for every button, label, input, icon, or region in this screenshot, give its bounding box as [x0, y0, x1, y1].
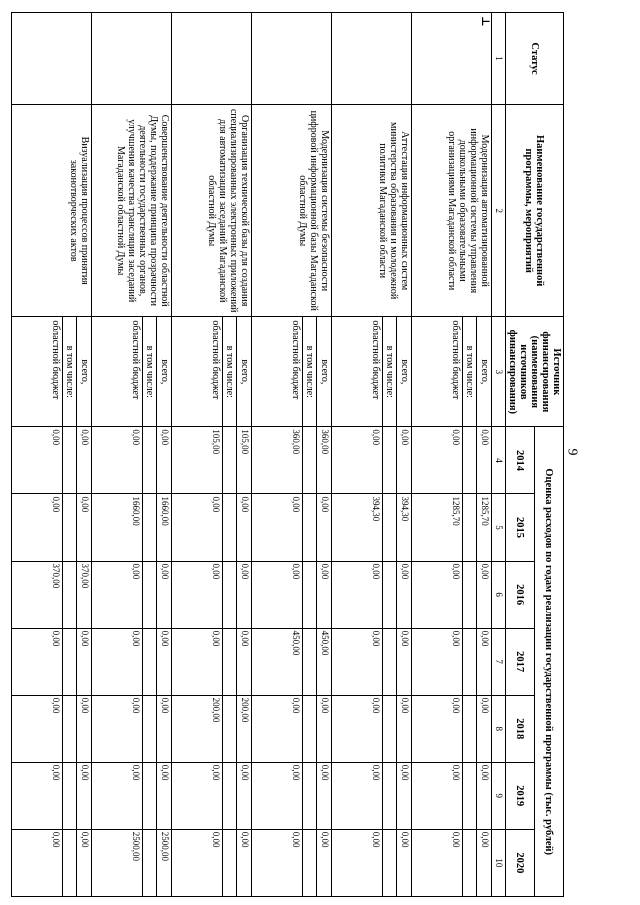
total-value: 1285,70 [477, 494, 492, 561]
total-value: 0,00 [477, 427, 492, 494]
total-value: 0,00 [317, 695, 332, 762]
empty-cell [303, 561, 317, 628]
empty-cell [303, 628, 317, 695]
empty-cell [63, 695, 77, 762]
table-row [317, 13, 332, 897]
empty-cell [383, 628, 397, 695]
budget-value: 0,00 [332, 762, 383, 829]
empty-cell [383, 494, 397, 561]
header-estimate: Оценка расходов по годам реализации государственной программы (тыс. рублей) [535, 427, 564, 897]
budget-value: 450,00 [252, 628, 303, 695]
table-body [12, 13, 492, 897]
column-number: 7 [492, 628, 506, 695]
event-name: Организация технической базы для создания специализированных электронных приложений для автоматизации заседаний Магаданской областной Думы [172, 105, 252, 317]
total-value: 0,00 [397, 695, 412, 762]
empty-cell [143, 427, 157, 494]
event-name: Совершенствование деятельности областной Думы, поддержание принципа прозрачности деятельности государственных органов, улучшения качества трансляции заседаний Магаданской областной Думы [92, 105, 172, 317]
header-year: 2019 [506, 762, 535, 829]
budget-value: 0,00 [412, 427, 463, 494]
column-number: 8 [492, 695, 506, 762]
budget-value: 0,00 [332, 829, 383, 896]
table-row [397, 13, 412, 897]
table-row [237, 13, 252, 897]
budget-value: 0,00 [12, 695, 63, 762]
empty-cell [223, 695, 237, 762]
total-value: 0,00 [237, 762, 252, 829]
empty-cell [383, 829, 397, 896]
budget-value: 0,00 [252, 829, 303, 896]
empty-cell [303, 829, 317, 896]
empty-cell [143, 561, 157, 628]
source-total-label: всего, [317, 317, 332, 427]
empty-cell [463, 695, 477, 762]
total-value: 0,00 [477, 628, 492, 695]
source-budget-label: областной бюджет [332, 317, 383, 427]
budget-value: 1660,00 [92, 494, 143, 561]
total-value: 0,00 [77, 494, 92, 561]
empty-cell [143, 762, 157, 829]
total-value: 0,00 [157, 695, 172, 762]
empty-cell [63, 427, 77, 494]
empty-cell [63, 829, 77, 896]
empty-cell [223, 561, 237, 628]
empty-cell [463, 628, 477, 695]
status-mark: ⊥ [479, 16, 491, 27]
status-cell [412, 13, 492, 105]
total-value: 0,00 [77, 762, 92, 829]
empty-cell [303, 494, 317, 561]
column-number: 9 [492, 762, 506, 829]
budget-table [11, 12, 564, 897]
column-number: 5 [492, 494, 506, 561]
source-budget-label: областной бюджет [412, 317, 463, 427]
event-name: Модернизация автоматизированной информационной системы управления дошкольными образовательными организациями Магаданской области [412, 105, 492, 317]
status-cell [12, 13, 92, 105]
budget-value: 0,00 [412, 628, 463, 695]
total-value: 0,00 [477, 762, 492, 829]
total-value: 0,00 [77, 695, 92, 762]
budget-value: 105,00 [172, 427, 223, 494]
status-cell [252, 13, 332, 105]
source-total-label: всего, [77, 317, 92, 427]
budget-value: 0,00 [332, 427, 383, 494]
total-value: 0,00 [77, 829, 92, 896]
total-value: 0,00 [157, 561, 172, 628]
total-value: 0,00 [77, 427, 92, 494]
total-value: 370,00 [77, 561, 92, 628]
table-row [477, 13, 492, 897]
budget-value: 0,00 [332, 561, 383, 628]
total-value: 0,00 [477, 561, 492, 628]
source-total-label: всего, [237, 317, 252, 427]
total-value: 0,00 [477, 695, 492, 762]
budget-value: 0,00 [172, 628, 223, 695]
rotated-table-wrapper [50, 12, 564, 897]
empty-cell [143, 695, 157, 762]
total-value: 0,00 [317, 762, 332, 829]
budget-value: 200,00 [172, 695, 223, 762]
budget-value: 0,00 [412, 695, 463, 762]
total-value: 0,00 [477, 829, 492, 896]
budget-value: 0,00 [252, 695, 303, 762]
budget-value: 360,00 [252, 427, 303, 494]
total-value: 0,00 [397, 561, 412, 628]
budget-value: 0,00 [92, 628, 143, 695]
empty-cell [223, 494, 237, 561]
empty-cell [303, 762, 317, 829]
source-budget-label: областной бюджет [92, 317, 143, 427]
total-value: 105,00 [237, 427, 252, 494]
total-value: 0,00 [77, 628, 92, 695]
source-total-label: всего, [477, 317, 492, 427]
source-incl-label: в том числе: [463, 317, 477, 427]
header-year: 2014 [506, 427, 535, 494]
budget-value: 0,00 [252, 762, 303, 829]
empty-cell [463, 561, 477, 628]
event-name: Визуализация процессов принятия законотворческих актов [12, 105, 92, 317]
total-value: 0,00 [157, 628, 172, 695]
total-value: 0,00 [237, 829, 252, 896]
column-number: 1 [492, 13, 506, 105]
status-cell [172, 13, 252, 105]
total-value: 0,00 [157, 762, 172, 829]
empty-cell [63, 628, 77, 695]
budget-value: 0,00 [332, 695, 383, 762]
total-value: 394,30 [397, 494, 412, 561]
empty-cell [303, 427, 317, 494]
total-value: 0,00 [237, 494, 252, 561]
empty-cell [223, 762, 237, 829]
column-number: 10 [492, 829, 506, 896]
table-row [157, 13, 172, 897]
empty-cell [63, 762, 77, 829]
total-value: 200,00 [237, 695, 252, 762]
header-year: 2020 [506, 829, 535, 896]
budget-value: 0,00 [412, 762, 463, 829]
total-value: 360,00 [317, 427, 332, 494]
total-value: 0,00 [317, 829, 332, 896]
total-value: 0,00 [397, 829, 412, 896]
empty-cell [143, 829, 157, 896]
header-year: 2018 [506, 695, 535, 762]
empty-cell [63, 494, 77, 561]
source-incl-label: в том числе: [303, 317, 317, 427]
status-cell [92, 13, 172, 105]
budget-value: 0,00 [92, 561, 143, 628]
source-incl-label: в том числе: [63, 317, 77, 427]
empty-cell [143, 494, 157, 561]
source-total-label: всего, [397, 317, 412, 427]
budget-value: 0,00 [12, 762, 63, 829]
total-value: 0,00 [237, 561, 252, 628]
budget-value: 1285,70 [412, 494, 463, 561]
source-incl-label: в том числе: [383, 317, 397, 427]
column-number: 3 [492, 317, 506, 427]
budget-value: 0,00 [12, 427, 63, 494]
status-cell [332, 13, 412, 105]
header-year: 2015 [506, 494, 535, 561]
source-budget-label: областной бюджет [172, 317, 223, 427]
total-value: 0,00 [397, 762, 412, 829]
empty-cell [143, 628, 157, 695]
empty-cell [463, 494, 477, 561]
budget-value: 0,00 [12, 829, 63, 896]
empty-cell [223, 427, 237, 494]
total-value: 0,00 [317, 494, 332, 561]
total-value: 0,00 [237, 628, 252, 695]
budget-value: 0,00 [412, 829, 463, 896]
empty-cell [383, 695, 397, 762]
column-number: 2 [492, 105, 506, 317]
budget-value: 0,00 [92, 762, 143, 829]
budget-value: 0,00 [172, 561, 223, 628]
total-value: 0,00 [397, 427, 412, 494]
empty-cell [463, 427, 477, 494]
empty-cell [303, 695, 317, 762]
header-year: 2017 [506, 628, 535, 695]
budget-value: 394,30 [332, 494, 383, 561]
budget-value: 0,00 [172, 762, 223, 829]
budget-value: 0,00 [332, 628, 383, 695]
column-number: 6 [492, 561, 506, 628]
empty-cell [383, 762, 397, 829]
budget-value: 0,00 [172, 494, 223, 561]
source-incl-label: в том числе: [143, 317, 157, 427]
event-name: Аттестация информационных систем министерства образования и молодежной политики Магаданской области [332, 105, 412, 317]
budget-value: 0,00 [252, 561, 303, 628]
event-name: Модернизация системы безопасности цифровой информационной базы Магаданской областной Думы [252, 105, 332, 317]
budget-value: 370,00 [12, 561, 63, 628]
empty-cell [383, 427, 397, 494]
total-value: 0,00 [397, 628, 412, 695]
source-total-label: всего, [157, 317, 172, 427]
header-source: Источник финансирования (наименования источников финансирования) [506, 317, 564, 427]
total-value: 2500,00 [157, 829, 172, 896]
total-value: 450,00 [317, 628, 332, 695]
empty-cell [63, 561, 77, 628]
budget-value: 0,00 [12, 628, 63, 695]
page-number: 9 [564, 448, 580, 456]
empty-cell [463, 829, 477, 896]
empty-cell [223, 829, 237, 896]
header-program: Наименование государственной программы, мероприятий [506, 105, 564, 317]
source-incl-label: в том числе: [223, 317, 237, 427]
total-value: 1660,00 [157, 494, 172, 561]
header-year: 2016 [506, 561, 535, 628]
source-budget-label: областной бюджет [252, 317, 303, 427]
header-status: Статус [506, 13, 564, 105]
source-budget-label: областной бюджет [12, 317, 63, 427]
empty-cell [223, 628, 237, 695]
table-row [77, 13, 92, 897]
budget-value: 0,00 [92, 427, 143, 494]
empty-cell [383, 561, 397, 628]
column-number: 4 [492, 427, 506, 494]
empty-cell [463, 762, 477, 829]
budget-value: 0,00 [12, 494, 63, 561]
budget-value: 2500,00 [92, 829, 143, 896]
budget-value: 0,00 [92, 695, 143, 762]
budget-value: 0,00 [172, 829, 223, 896]
total-value: 0,00 [317, 561, 332, 628]
budget-value: 0,00 [412, 561, 463, 628]
total-value: 0,00 [157, 427, 172, 494]
budget-value: 0,00 [252, 494, 303, 561]
